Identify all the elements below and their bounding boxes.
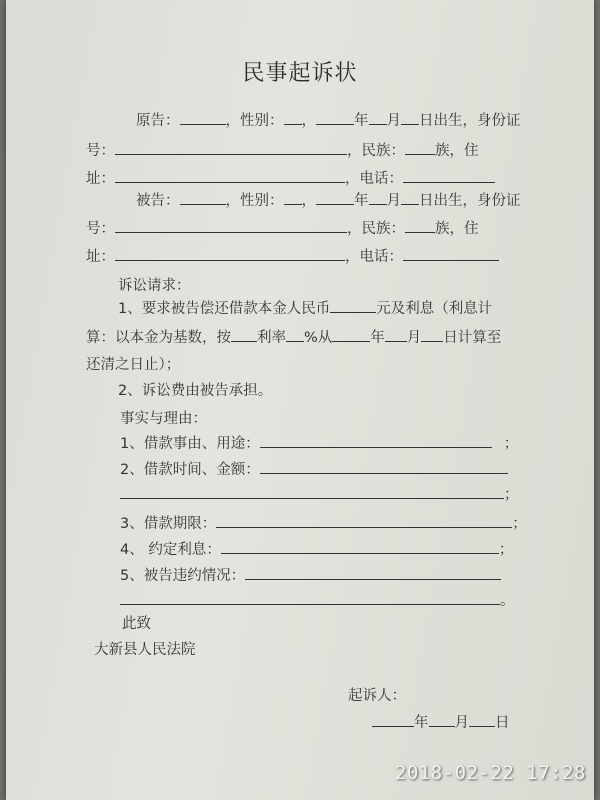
ci-zhi: 此致 bbox=[122, 616, 151, 632]
claim-item-2: 2、诉讼费由被告承担。 bbox=[118, 383, 273, 399]
court-name: 大新县人民法院 bbox=[94, 642, 196, 658]
fact-item-2: 2、借款时间、金额： bbox=[120, 459, 508, 480]
signature-date: 年 月 日 bbox=[372, 712, 510, 733]
signer-label: 起诉人： bbox=[348, 688, 406, 704]
defendant-line-1: 被告： ，性别： ， 年 月 日出生，身份证 bbox=[136, 190, 521, 211]
plaintiff-line-3: 址： ，电话： bbox=[86, 168, 495, 189]
defendant-line-3: 址： ，电话： bbox=[86, 246, 499, 267]
fact-item-4: 4、 约定利息： ； bbox=[120, 539, 513, 560]
fact-item-2-continuation: ； bbox=[120, 484, 519, 505]
facts-heading: 事实与理由： bbox=[120, 411, 207, 427]
fact-item-3: 3、借款期限： ； bbox=[120, 513, 527, 534]
complaint-form-paper bbox=[6, 0, 594, 800]
photo-timestamp: 2018-02-22 17:28 bbox=[394, 762, 586, 784]
claim-item-1-line-1: 1、要求被告偿还借款本金人民币 元及利息（利息计 bbox=[118, 298, 492, 319]
plaintiff-line-1: 原告： ，性别： ， 年 月 日出生，身份证 bbox=[136, 110, 521, 131]
plaintiff-line-2: 号： ，民族： 族，住 bbox=[86, 140, 479, 161]
fact-item-1: 1、借款事由、用途： ； bbox=[120, 433, 518, 454]
claims-heading: 诉讼请求： bbox=[118, 278, 191, 294]
document-title: 民事起诉状 bbox=[242, 61, 358, 86]
defendant-line-2: 号： ，民族： 族，住 bbox=[86, 218, 479, 239]
fact-item-5-continuation: 。 bbox=[120, 590, 515, 611]
claim-item-1-line-2: 算：以本金为基数，按 利率 %从 年 月 日计算至 bbox=[86, 327, 501, 348]
claim-item-1-line-3: 还清之日止）； bbox=[86, 357, 181, 373]
fact-item-5: 5、被告违约情况： bbox=[120, 565, 501, 586]
